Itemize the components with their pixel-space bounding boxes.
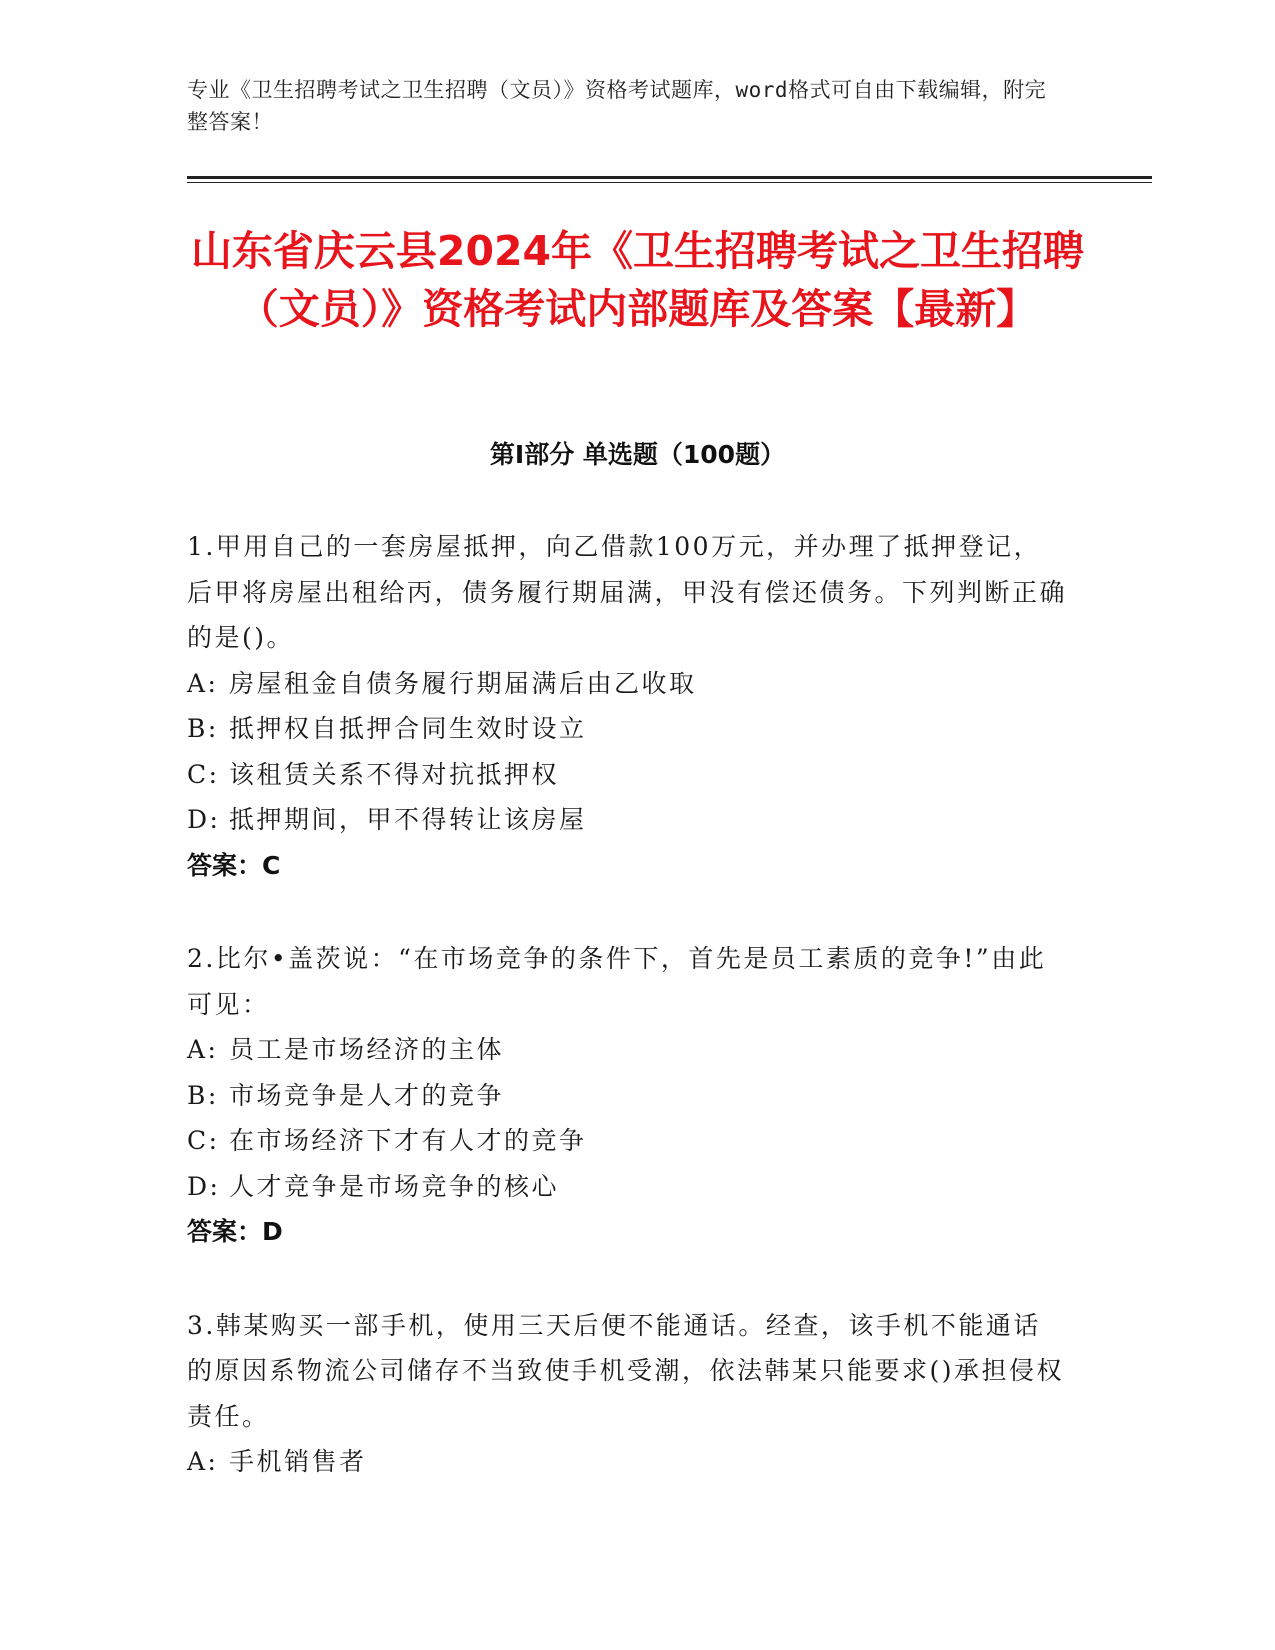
option-c [187,752,1067,798]
option-b [187,706,1067,752]
header-divider-thin [187,182,1152,183]
answer: 答案：D [187,1217,283,1246]
header-divider-thick [187,176,1152,179]
option-text: 房屋租金自债务履行期届满后由乙收取 [229,668,697,698]
option-a [187,661,1067,707]
option-d [187,797,1067,843]
question-text: 3.韩某购买一部手机，使用三天后便不能通话。经查，该手机不能通话的原因系物流公司储存不当致使手机受潮，依法韩某只能要求()承担侵权责任。 [187,1310,1065,1431]
section-heading: 第I部分 单选题（100题） [489,440,786,469]
option-text: 手机销售者 [229,1447,367,1476]
option-label: B: [187,714,219,743]
option-label: A: [187,668,219,698]
option-text: 员工是市场经济的主体 [229,1035,505,1064]
option-text: 该租赁关系不得对抗抵押权 [229,759,560,789]
question-2 [187,936,1067,1255]
option-label: C: [187,759,220,789]
option-b [187,1073,1067,1119]
answer: 答案：C [187,850,281,880]
option-label: D: [187,1171,221,1201]
option-a [187,1027,1067,1073]
option-label: B: [187,1080,219,1110]
option-label: C: [187,1126,220,1155]
question-3 [187,1303,1067,1485]
option-c [187,1118,1067,1164]
option-text: 抵押权自抵押合同生效时设立 [229,714,587,743]
option-a [187,1439,1067,1485]
question-1 [187,524,1067,888]
option-label: D: [187,805,221,834]
question-list [187,524,1067,1533]
option-label: A: [187,1035,219,1064]
header-note: 专业《卫生招聘考试之卫生招聘（文员）》资格考试题库，word格式可自由下载编辑，附完整答案！ [187,78,1047,134]
question-text: 1.甲用自己的一套房屋抵押，向乙借款100万元，并办理了抵押登记，后甲将房屋出租给丙，债务履行期届满，甲没有偿还债务。下列判断正确的是()。 [187,532,1068,652]
question-text: 2.比尔•盖茨说：“在市场竞争的条件下，首先是员工素质的竞争!”由此可见： [187,944,1047,1019]
option-d [187,1164,1067,1210]
option-label: A: [187,1447,219,1476]
option-text: 抵押期间，甲不得转让该房屋 [229,805,587,834]
option-text: 市场竞争是人才的竞争 [229,1080,505,1110]
option-text: 在市场经济下才有人才的竞争 [229,1126,587,1155]
option-text: 人才竞争是市场竞争的核心 [229,1171,560,1201]
document-title: 山东省庆云县2024年《卫生招聘考试之卫生招聘（文员）》资格考试内部题库及答案【最新】 [190,227,1085,333]
